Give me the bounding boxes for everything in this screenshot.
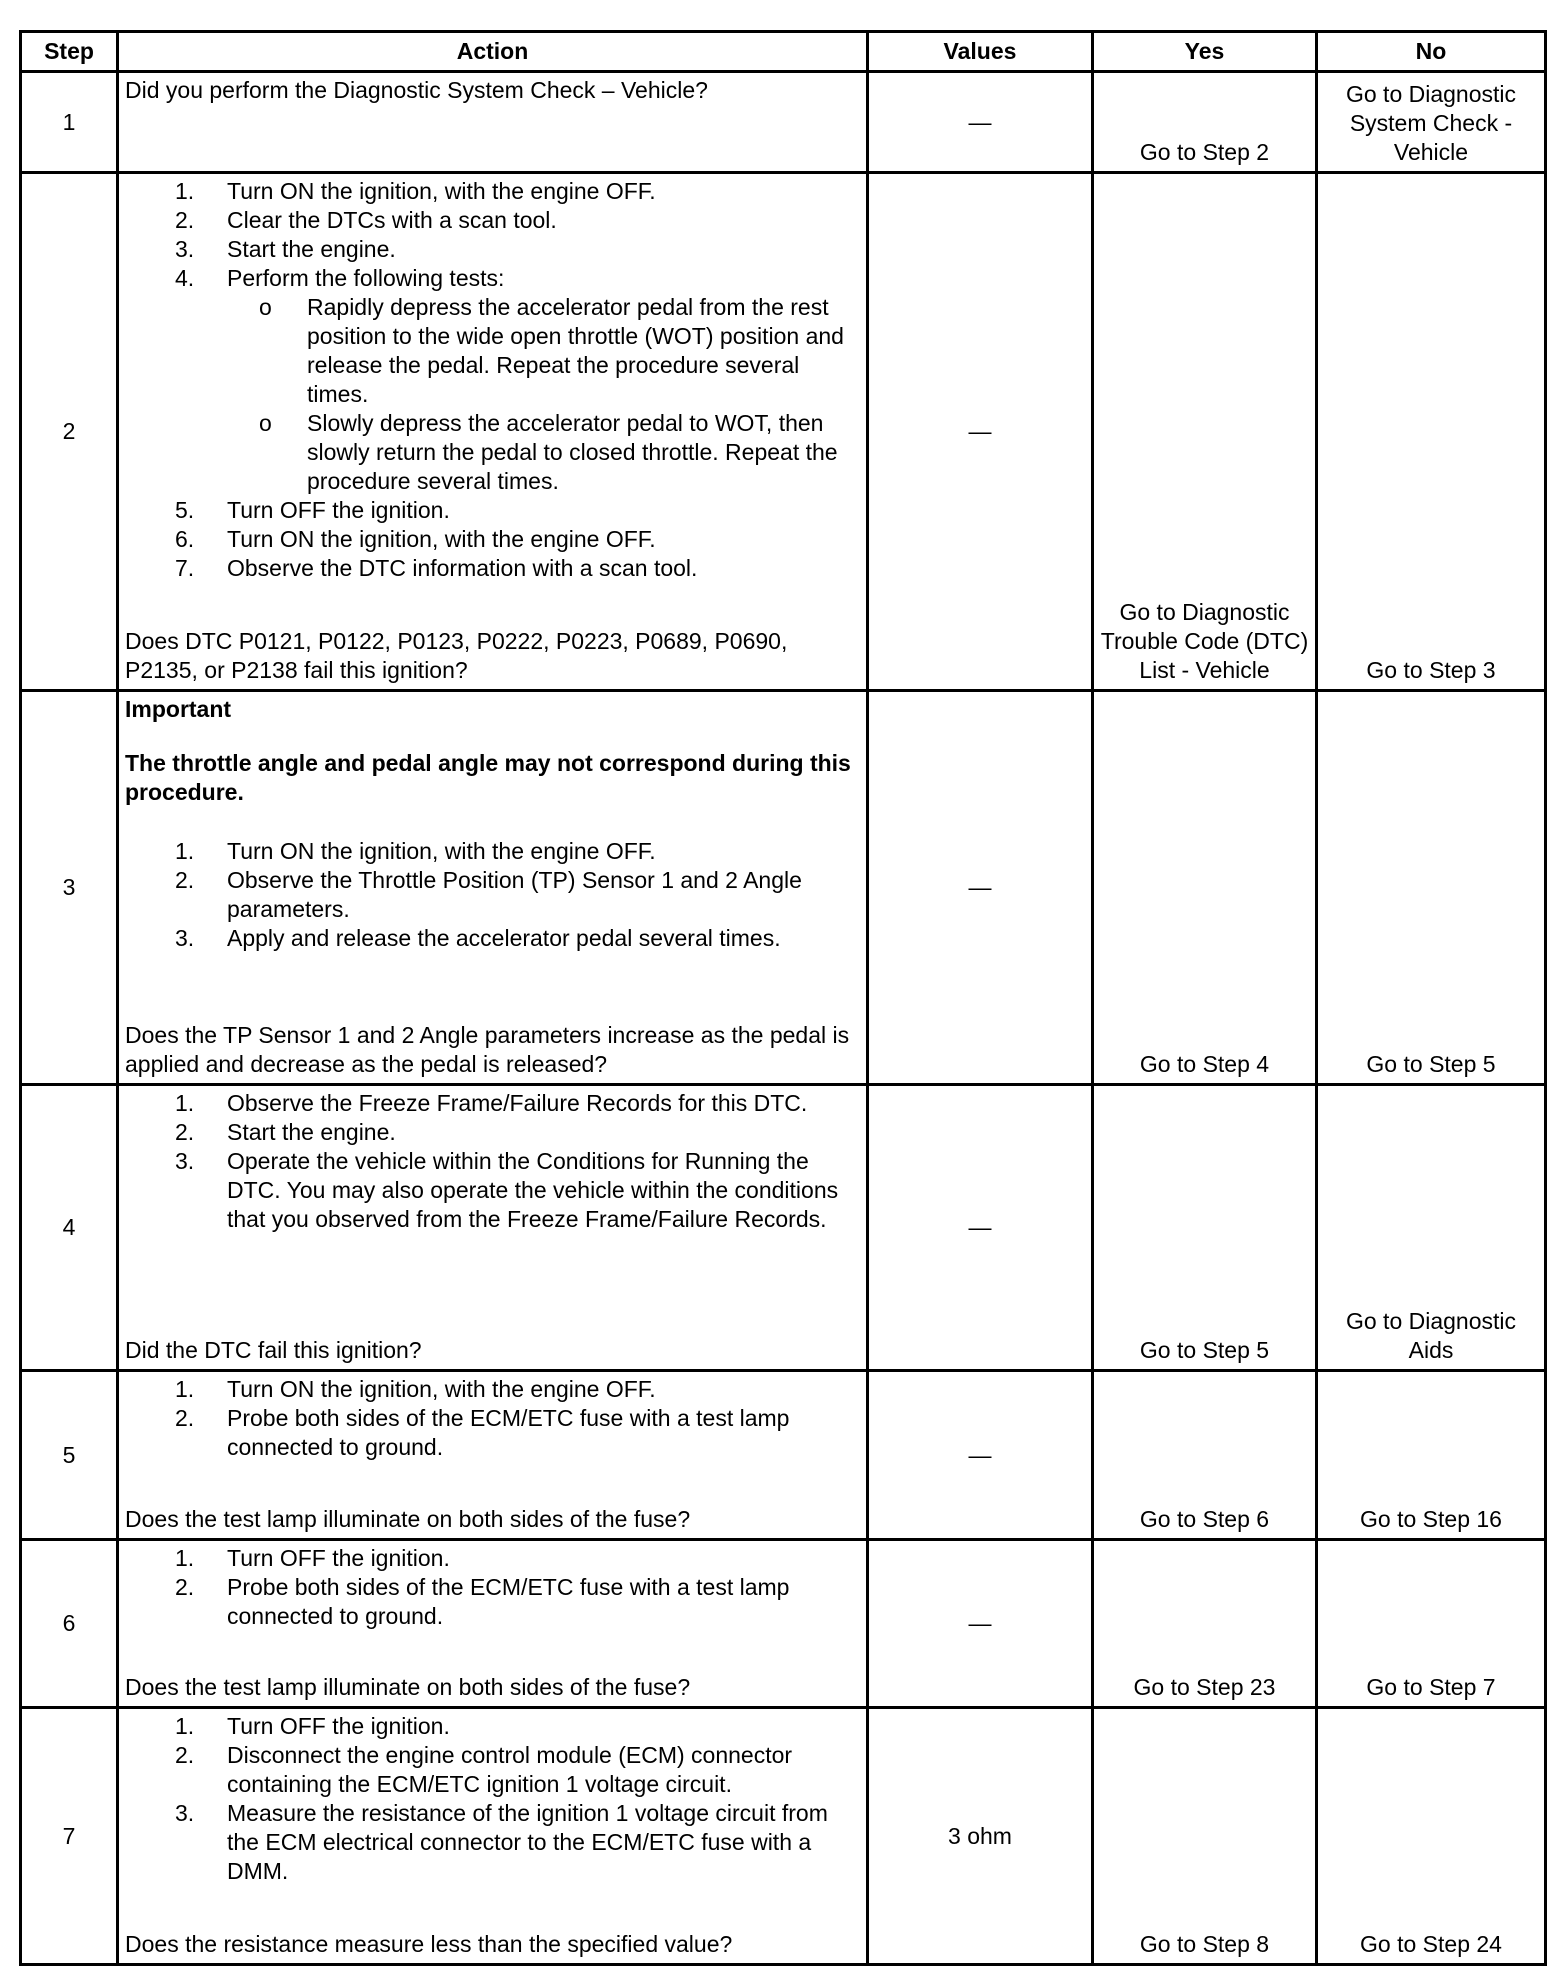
no-cell: Go to Step 3 <box>1317 173 1546 691</box>
no-cell: Go to Step 16 <box>1317 1371 1546 1540</box>
action-cell <box>118 1540 868 1708</box>
diagnostic-table <box>19 30 1547 1966</box>
yes-cell: Go to Step 2 <box>1093 72 1317 173</box>
list-item: 7. Observe the DTC information with a scan tool. <box>175 555 698 581</box>
yes-cell: Go to Step 8 <box>1093 1708 1317 1965</box>
table-row <box>21 691 1546 1085</box>
important-title: Important <box>125 696 232 722</box>
yes-cell: Go to Step 6 <box>1093 1371 1317 1540</box>
list-item: 2. Clear the DTCs with a scan tool. <box>175 207 557 233</box>
list-item: 5. Turn OFF the ignition. <box>175 497 450 523</box>
procedure-list <box>125 1089 862 1234</box>
step-number: 4 <box>21 1085 118 1371</box>
value-cell: 3 ohm <box>868 1708 1093 1965</box>
table-row <box>21 72 1546 173</box>
yes-cell: Go to Step 23 <box>1093 1540 1317 1708</box>
value-cell: — <box>868 173 1093 691</box>
action-question: Does the test lamp illuminate on both sides of the fuse? <box>125 1674 691 1700</box>
yes-cell: Go to Step 4 <box>1093 691 1317 1085</box>
yes-cell: Go to Step 5 <box>1093 1085 1317 1371</box>
procedure-list <box>125 1712 862 1886</box>
list-item: 2. Probe both sides of the ECM/ETC fuse with a test lamp connected to ground. <box>175 1574 790 1629</box>
value-cell: — <box>868 72 1093 173</box>
list-item: 1. Turn OFF the ignition. <box>175 1545 450 1571</box>
subtest-list <box>227 293 862 496</box>
procedure-list <box>125 837 862 953</box>
procedure-list <box>125 177 862 583</box>
value-cell: — <box>868 1085 1093 1371</box>
list-item: 2. Start the engine. <box>175 1119 396 1145</box>
no-cell: Go to Step 24 <box>1317 1708 1546 1965</box>
header-yes: Yes <box>1093 32 1317 72</box>
step-number: 1 <box>21 72 118 173</box>
list-item: 4. Perform the following tests: o Rapidly depress the accelerator pedal from the rest position to the wide open throttle (WOT) position and release the pedal. Repeat the procedure several times. o Slowly depress the accelerator pedal to WOT, then slowly return the pedal to closed throttle. Repeat the procedure several times. <box>125 264 862 496</box>
no-cell: Go to Step 5 <box>1317 691 1546 1085</box>
header-values: Values <box>868 32 1093 72</box>
list-item: 2. Disconnect the engine control module (ECM) connector containing the ECM/ETC ignition 1 voltage circuit. <box>175 1742 793 1797</box>
step-number: 3 <box>21 691 118 1085</box>
table-row <box>21 173 1546 691</box>
important-note: The throttle angle and pedal angle may not correspond during this procedure. <box>125 750 851 805</box>
step-number: 7 <box>21 1708 118 1965</box>
step-number: 5 <box>21 1371 118 1540</box>
procedure-list <box>125 1544 862 1631</box>
list-item: 3. Measure the resistance of the ignition 1 voltage circuit from the ECM electrical connector to the ECM/ETC fuse with a DMM. <box>175 1800 828 1884</box>
list-item: 1. Turn ON the ignition, with the engine OFF. <box>175 838 656 864</box>
list-item: 6. Turn ON the ignition, with the engine OFF. <box>175 526 656 552</box>
table-row <box>21 1085 1546 1371</box>
table-row <box>21 1708 1546 1965</box>
action-question: Did you perform the Diagnostic System Check – Vehicle? <box>125 77 708 103</box>
action-cell <box>118 1708 868 1965</box>
value-cell: — <box>868 1540 1093 1708</box>
header-action: Action <box>118 32 868 72</box>
list-item: 3. Operate the vehicle within the Conditions for Running the DTC. You may also operate the vehicle within the conditions that you observed from the Freeze Frame/Failure Records. <box>175 1148 839 1232</box>
header-step: Step <box>21 32 118 72</box>
action-question: Does the test lamp illuminate on both sides of the fuse? <box>125 1506 691 1532</box>
subtest-item: o Slowly depress the accelerator pedal to WOT, then slowly return the pedal to closed throttle. Repeat the procedure several times. <box>259 410 838 494</box>
action-cell <box>118 173 868 691</box>
action-cell <box>118 1085 868 1371</box>
action-cell <box>118 691 868 1085</box>
action-question: Does the resistance measure less than the specified value? <box>125 1931 733 1957</box>
list-item: 3. Apply and release the accelerator pedal several times. <box>175 925 781 951</box>
no-cell: Go to Diagnostic Aids <box>1317 1085 1546 1371</box>
action-question: Did the DTC fail this ignition? <box>125 1337 422 1363</box>
step-number: 2 <box>21 173 118 691</box>
step-number: 6 <box>21 1540 118 1708</box>
action-cell <box>118 72 868 173</box>
action-question: Does DTC P0121, P0122, P0123, P0222, P0223, P0689, P0690, P2135, or P2138 fail this ignition? <box>125 628 788 683</box>
value-cell: — <box>868 691 1093 1085</box>
header-row <box>21 32 1546 72</box>
value-cell: — <box>868 1371 1093 1540</box>
yes-cell: Go to Diagnostic Trouble Code (DTC) List - Vehicle <box>1093 173 1317 691</box>
table-row <box>21 1371 1546 1540</box>
list-item: 1. Turn ON the ignition, with the engine OFF. <box>175 1376 656 1402</box>
table-row <box>21 1540 1546 1708</box>
action-cell <box>118 1371 868 1540</box>
list-item: 3. Start the engine. <box>175 236 396 262</box>
procedure-list <box>125 1375 862 1462</box>
action-question: Does the TP Sensor 1 and 2 Angle parameters increase as the pedal is applied and decrease as the pedal is released? <box>125 1022 850 1077</box>
list-item: 2. Observe the Throttle Position (TP) Sensor 1 and 2 Angle parameters. <box>175 867 802 922</box>
list-item: 1. Turn ON the ignition, with the engine OFF. <box>175 178 656 204</box>
no-cell: Go to Diagnostic System Check - Vehicle <box>1317 72 1546 173</box>
no-cell: Go to Step 7 <box>1317 1540 1546 1708</box>
subtest-item: o Rapidly depress the accelerator pedal from the rest position to the wide open throttle (WOT) position and release the pedal. Repeat the procedure several times. <box>259 294 844 407</box>
list-item: 1. Turn OFF the ignition. <box>175 1713 450 1739</box>
list-item: 2. Probe both sides of the ECM/ETC fuse with a test lamp connected to ground. <box>175 1405 790 1460</box>
header-no: No <box>1317 32 1546 72</box>
list-item: 1. Observe the Freeze Frame/Failure Records for this DTC. <box>175 1090 808 1116</box>
